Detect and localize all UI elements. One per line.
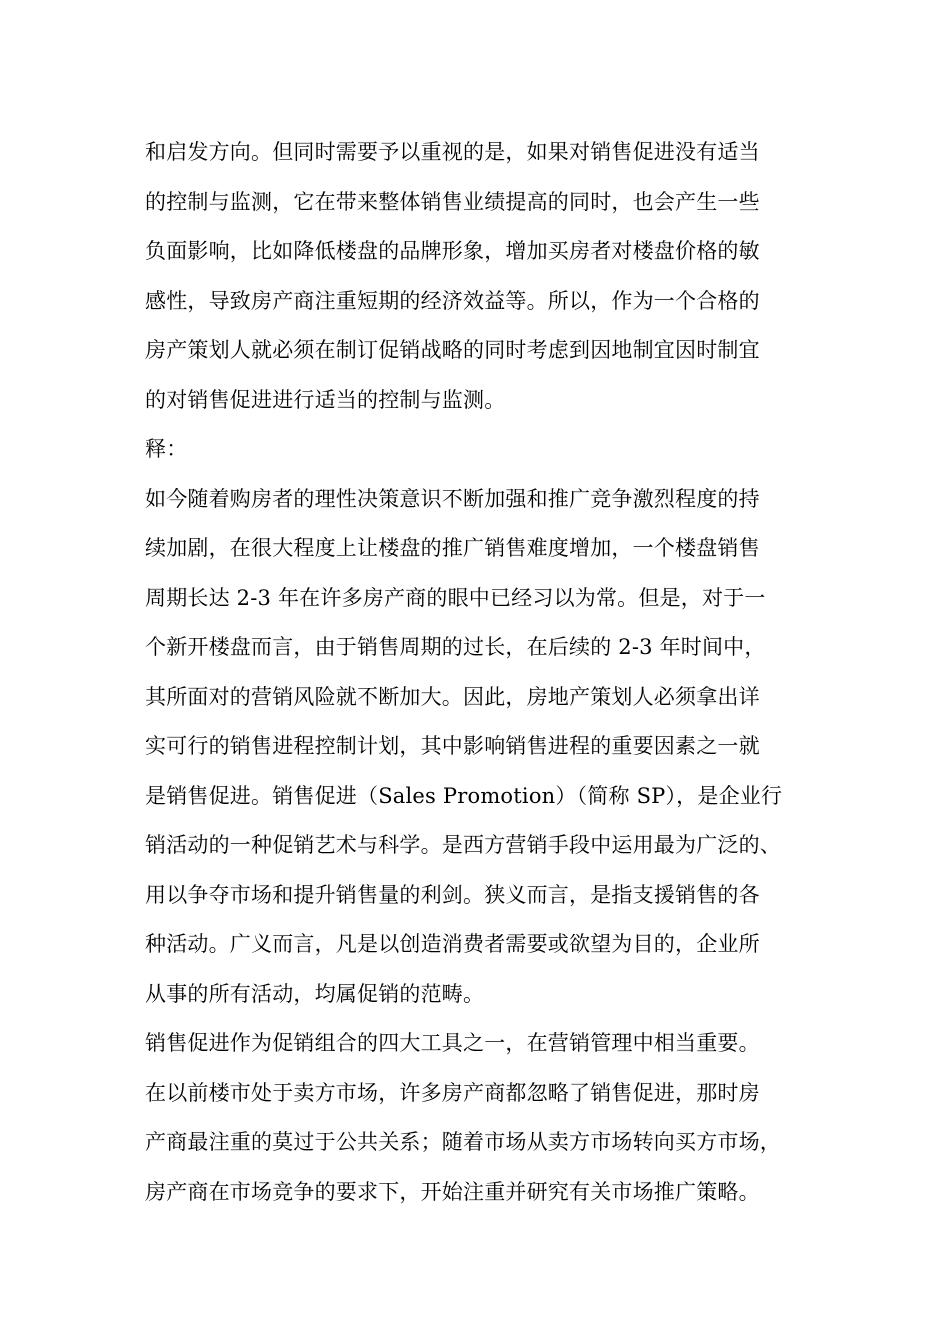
text-line: 销活动的一种促销艺术与科学。是西方营销手段中运用最为广泛的、 [145,833,781,857]
text-line: 房产策划人就必须在制订促销战略的同时考虑到因地制宜因时制宜 [145,338,760,362]
text-line: 销售促进作为促销组合的四大工具之一，在营销管理中相当重要。 [145,1031,760,1055]
text-line: 的对销售促进进行适当的控制与监测。 [145,387,506,412]
text-line: 的控制与监测，它在带来整体销售业绩提高的同时，也会产生一些 [145,189,760,214]
text-line: 实可行的销售进程控制计划，其中影响销售进程的重要因素之一就 [145,734,760,758]
text-line: 种活动。广义而言，凡是以创造消费者需要或欲望为目的，企业所 [145,932,760,956]
text-line: 用以争夺市场和提升销售量的利剑。狭义而言，是指支援销售的各 [145,882,760,907]
text-line: 负面影响，比如降低楼盘的品牌形象，增加买房者对楼盘价格的敏 [145,239,760,263]
text-line: 如今随着购房者的理性决策意识不断加强和推广竞争激烈程度的持 [145,486,760,511]
text-line: 感性，导致房产商注重短期的经济效益等。所以，作为一个合格的 [145,288,760,313]
document-body [145,128,825,1217]
text-line: 房产商在市场竞争的要求下，开始注重并研究有关市场推广策略。 [145,1179,760,1204]
text-line: 是销售促进。销售促进（Sales Promotion）（简称 SP），是企业行 [145,783,783,808]
text-line: 续加剧，在很大程度上让楼盘的推广销售难度增加，一个楼盘销售 [145,536,760,560]
text-line: 产商最注重的莫过于公共关系；随着市场从卖方市场转向买方市场， [145,1130,781,1154]
text-line: 和启发方向。但同时需要予以重视的是，如果对销售促进没有适当 [145,140,760,164]
section-label: 释： [145,437,188,461]
text-line: 个新开楼盘而言，由于销售周期的过长，在后续的 2-3 年时间中， [145,635,766,659]
text-line: 从事的所有活动，均属促销的范畴。 [145,981,485,1006]
text-line: 周期长达 2-3 年在许多房产商的眼中已经习以为常。但是，对于一 [145,585,766,610]
text-line: 在以前楼市处于卖方市场，许多房产商都忽略了销售促进，那时房 [145,1080,760,1105]
text-line: 其所面对的营销风险就不断加大。因此，房地产策划人必须拿出详 [145,684,760,709]
